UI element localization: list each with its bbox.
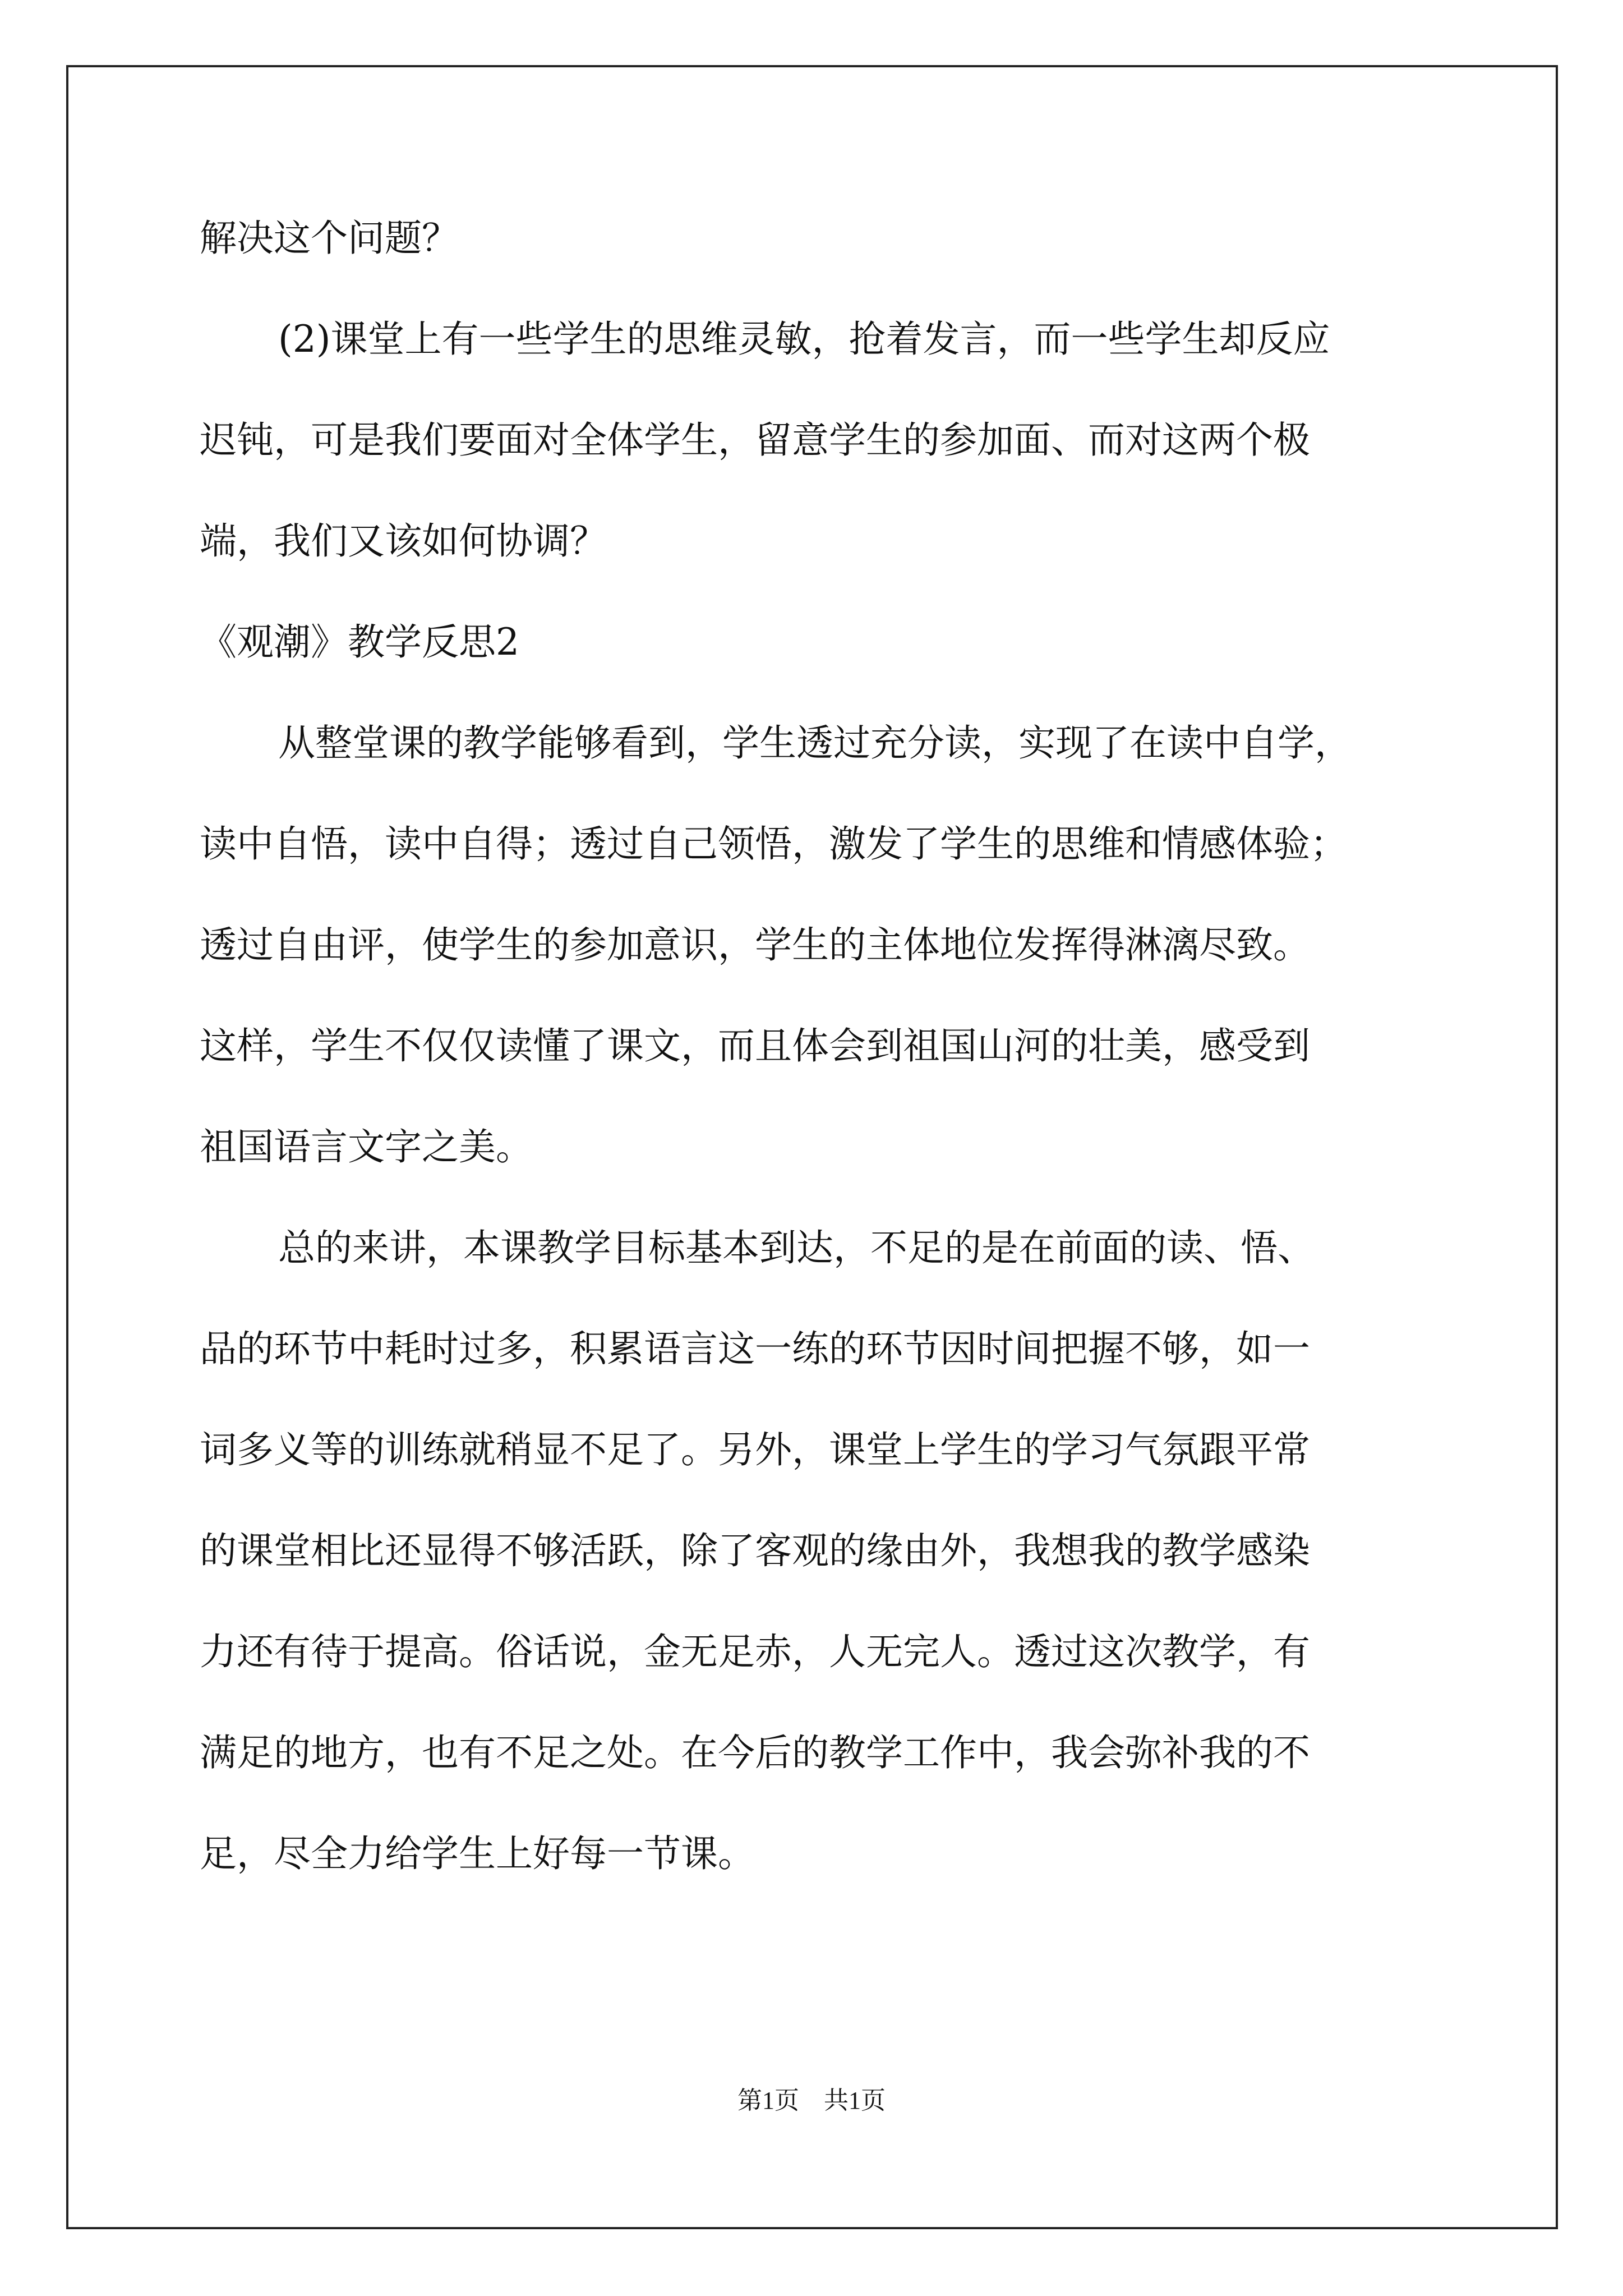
text-line: 端，我们又该如何协调？: [200, 519, 607, 563]
text-line: 迟钝，可是我们要面对全体学生，留意学生的参加面、而对这两个极: [200, 418, 1310, 462]
text-line: 的课堂相比还显得不够活跃，除了客观的缘由外，我想我的教学感染: [200, 1529, 1310, 1572]
page-number-footer: 第1页 共1页: [737, 2087, 886, 2114]
text-line: 力还有待于提高。俗话说，金无足赤，人无完人。透过这次教学，有: [200, 1630, 1310, 1673]
text-line: 从整堂课的教学能够看到，学生透过充分读，实现了在读中自学，: [278, 721, 1352, 765]
text-line: 读中自悟，读中自得；透过自己领悟，激发了学生的思维和情感体验；: [200, 822, 1347, 866]
text-line: 词多义等的训练就稍显不足了。另外，课堂上学生的学习气氛跟平常: [200, 1428, 1310, 1471]
text-line: 祖国语言文字之美。: [200, 1125, 533, 1168]
text-line: 解决这个问题？: [200, 217, 459, 260]
text-line: 这样，学生不仅仅读懂了课文，而且体会到祖国山河的壮美，感受到: [200, 1024, 1310, 1068]
section-heading: 《观潮》教学反思2: [200, 620, 519, 664]
text-line: 足，尽全力给学生上好每一节课。: [200, 1832, 755, 1875]
text-line: 透过自由评，使学生的参加意识，学生的主体地位发挥得淋漓尽致。: [200, 923, 1310, 967]
text-line: (2)课堂上有一些学生的思维灵敏，抢着发言，而一些学生却反应: [278, 318, 1330, 361]
text-line: 满足的地方，也有不足之处。在今后的教学工作中，我会弥补我的不: [200, 1731, 1310, 1774]
text-line: 总的来讲，本课教学目标基本到达，不足的是在前面的读、悟、: [278, 1226, 1315, 1269]
text-line: 品的环节中耗时过多，积累语言这一练的环节因时间把握不够，如一: [200, 1327, 1310, 1370]
